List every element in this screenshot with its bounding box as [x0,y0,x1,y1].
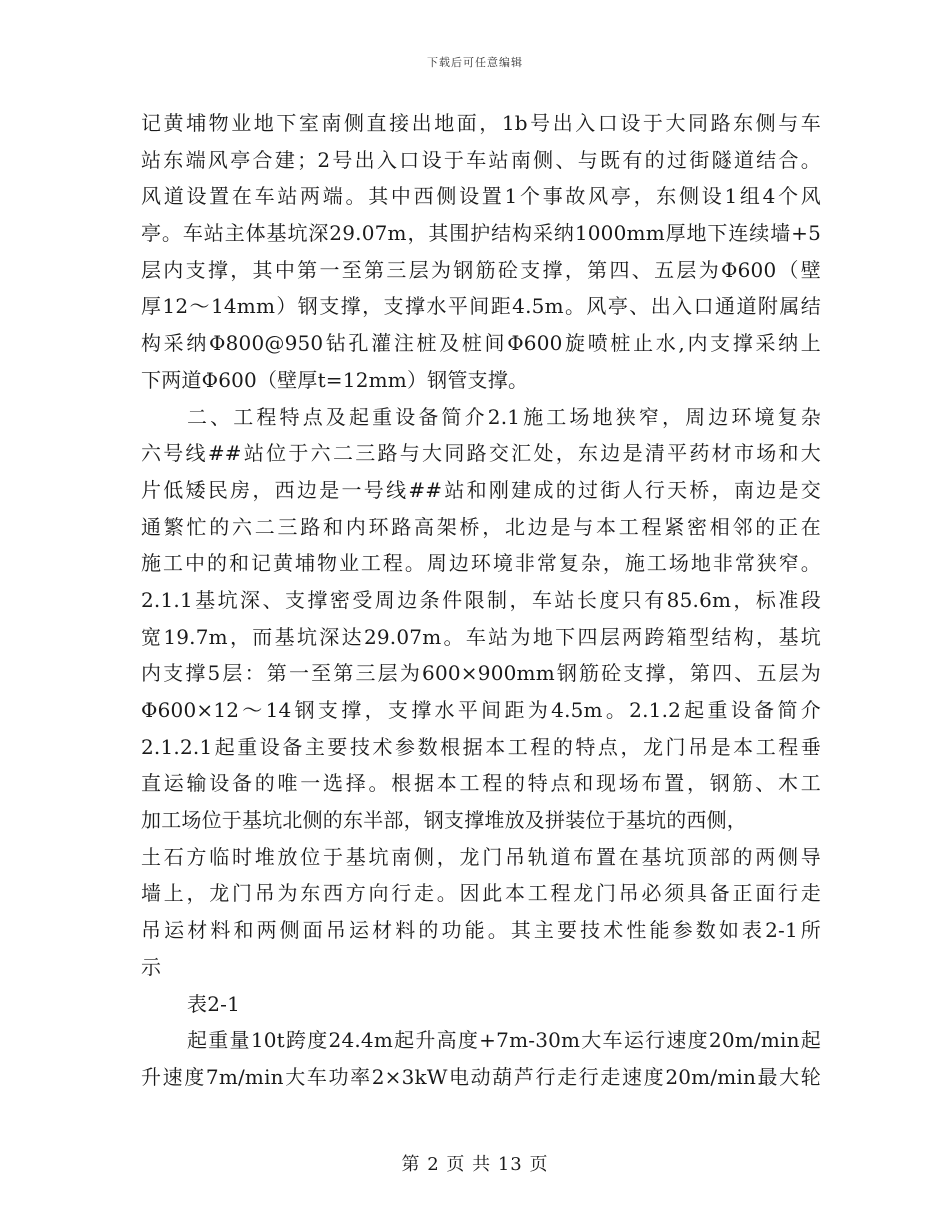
paragraph-start-line: 起重量10t跨度24.4m起升高度+7m-30m大车运行速度20m/min起 [187,1028,821,1053]
paragraph-start-line: 二、工程特点及起重设备简介2.1施工场地狭窄，周边环境复杂 [187,404,821,429]
page-number-footer: 第 2 页 共 13 页 [401,1154,549,1175]
text-line: 片低矮民房，西边是一号线##站和刚建成的过街人行天桥，南边是交 [141,477,821,502]
text-line: 层内支撑，其中第一至第三层为钢筋砼支撑，第四、五层为Φ600（壁 [141,257,821,282]
table-caption: 表2-1 [187,991,241,1016]
text-line: 墙上，龙门吊为东西方向行走。因此本工程龙门吊必须具备正面行走 [141,881,821,906]
text-line: 构采纳Φ800@950钻孔灌注桩及桩间Φ600旋喷桩止水,内支撑采纳上 [141,331,821,356]
text-line: 宽19.7m，而基坑深达29.07m。车站为地下四层两跨箱型结构，基坑 [141,624,821,649]
page-header: 下载后可任意编辑 [427,56,523,69]
text-line: 厚12～14mm）钢支撑，支撑水平间距4.5m。风亭、出入口通道附属结 [141,294,821,319]
text-line: 风道设置在车站两端。其中西侧设置1个事故风亭，东侧设1组4个风 [141,184,821,209]
document-body [141,105,821,1096]
text-line: 站东端风亭合建；2号出入口设于车站南侧、与既有的过街隧道结合。 [141,147,821,172]
text-line: 记黄埔物业地下室南侧直接出地面，1b号出入口设于大同路东侧与车 [141,111,821,135]
text-line: 示 [141,954,162,979]
text-line: 内支撑5层：第一至第三层为600×900mm钢筋砼支撑，第四、五层为 [141,661,821,686]
text-line: 亭。车站主体基坑深29.07m，其围护结构采纳1000mm厚地下连续墙+5 [141,221,821,246]
text-line: 加工场位于基坑北侧的东半部，钢支撑堆放及拼装位于基坑的西侧， [141,808,747,833]
text-line: 2.1.2.1起重设备主要技术参数根据本工程的特点，龙门吊是本工程垂 [141,734,821,759]
text-line: 通繁忙的六二三路和内环路高架桥，北边是与本工程紧密相邻的正在 [141,514,821,539]
text-line: 直运输设备的唯一选择。根据本工程的特点和现场布置，钢筋、木工 [141,771,821,796]
text-line: 施工中的和记黄埔物业工程。周边环境非常复杂，施工场地非常狭窄。 [141,551,821,576]
text-line: 六号线##站位于六二三路与大同路交汇处，东边是清平药材市场和大 [141,441,821,466]
text-line: 升速度7m/min大车功率2×3kW电动葫芦行走行走速度20m/min最大轮 [141,1064,821,1089]
text-line: 吊运材料和两侧面吊运材料的功能。其主要技术性能参数如表2-1所 [141,918,821,943]
text-line: 土石方临时堆放位于基坑南侧，龙门吊轨道布置在基坑顶部的两侧导 [141,844,821,869]
text-line: Φ600×12～14钢支撑，支撑水平间距为4.5m。2.1.2起重设备简介 [141,698,821,722]
text-line: 下两道Φ600（壁厚t=12mm）钢管支撑。 [141,367,529,392]
text-line: 2.1.1基坑深、支撑密受周边条件限制，车站长度只有85.6m，标准段 [141,587,821,612]
